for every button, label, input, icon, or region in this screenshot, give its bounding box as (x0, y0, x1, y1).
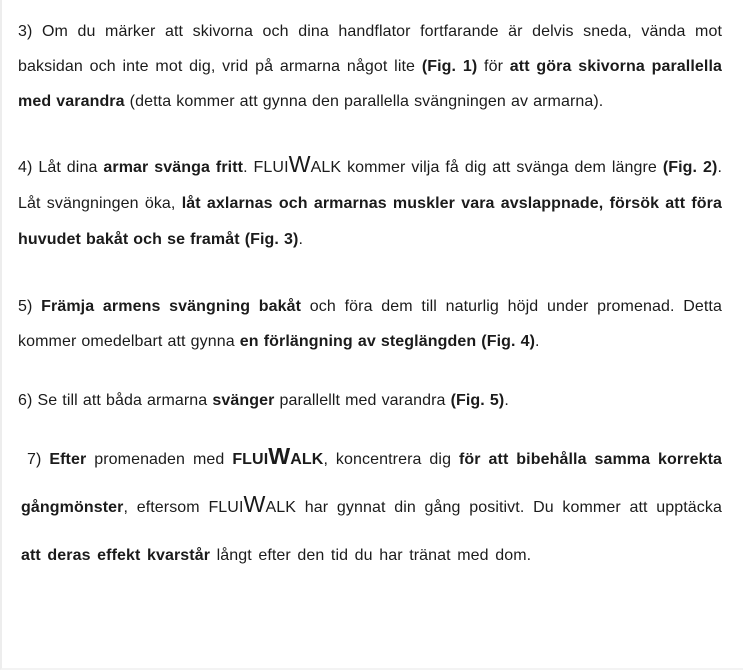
fluiwalk-brand (232, 443, 324, 469)
text-run: . (504, 392, 509, 409)
paragraph-p4 (18, 150, 722, 258)
fluiwalk-brand-part: ALK (310, 159, 342, 176)
text-run: . (298, 231, 303, 248)
text-run: och föra dem till naturlig höjd under promenad. Detta kommer omedelbart att gynna (18, 298, 722, 350)
text-run: . Låt svängningen öka, (18, 159, 722, 212)
paragraph-p6 (18, 383, 722, 418)
text-run: har gynnat din gång positivt. Du kommer att upptäcka (296, 499, 722, 516)
fluiwalk-brand-part: ALK (265, 499, 297, 516)
text-run: långt efter den tid du har tränat med dom. (210, 547, 532, 564)
fluiwalk-brand-part: FLUI (208, 499, 244, 516)
fluiwalk-brand-part: W (243, 491, 266, 517)
bold-text-run: (Fig. 5) (450, 392, 505, 409)
fluiwalk-brand-part: FLUI (253, 159, 289, 176)
document-body (18, 14, 722, 580)
bold-text-run: svänger (212, 392, 275, 409)
paragraph-p3 (18, 14, 722, 119)
paragraph-p5 (18, 289, 722, 359)
fluiwalk-brand-part: ALK (290, 451, 324, 468)
fluiwalk-brand-part: FLUI (232, 451, 269, 468)
bold-text-run: att deras effekt kvarstår (21, 547, 211, 564)
text-run: . (243, 159, 254, 176)
bold-text-run: (Fig. 1) (421, 58, 478, 75)
text-run: 6) Se till att båda armarna (18, 392, 213, 409)
bold-text-run: (Fig. 2) (662, 159, 718, 176)
bold-text-run: Efter (49, 451, 87, 468)
text-run: parallellt med varandra (274, 392, 451, 409)
document-page (2, 0, 743, 668)
fluiwalk-brand-part: W (288, 151, 311, 177)
text-run: 4) Låt dina (18, 159, 104, 176)
text-run: , koncentrera dig (323, 451, 459, 468)
bold-text-run: armar svänga fritt (103, 159, 244, 176)
text-run: 5) (18, 298, 42, 315)
bold-text-run: Främja armens svängning bakåt (41, 298, 302, 315)
fluiwalk-brand (208, 491, 297, 517)
bold-text-run: en förlängning av steglängden (Fig. 4) (239, 333, 536, 350)
text-run: (detta kommer att gynna den parallella svängningen av armarna). (124, 93, 604, 110)
text-run: 7) (27, 451, 50, 468)
text-run: promenaden med (86, 451, 233, 468)
text-run: . (535, 333, 540, 350)
bold-text-run: att göra skivorna parallella med varandra (18, 58, 722, 110)
paragraph-p7 (18, 436, 722, 580)
fluiwalk-brand-part: W (268, 443, 291, 469)
text-run: , eftersom (123, 499, 209, 516)
bold-text-run: för att bibehålla samma korrekta gångmönster (21, 451, 722, 516)
fluiwalk-brand (253, 151, 342, 177)
text-run: 3) Om du märker att skivorna och dina handflator fortfarande är delvis sneda, vända mot baksidan och inte mot dig, vrid på armarna något lite (18, 23, 722, 75)
text-run: för (477, 58, 510, 75)
bold-text-run: låt axlarnas och armarnas muskler vara avslappnade, försök att föra huvudet bakåt och se framåt (Fig. 3) (18, 195, 723, 248)
text-run: kommer vilja få dig att svänga dem längre (341, 159, 663, 176)
